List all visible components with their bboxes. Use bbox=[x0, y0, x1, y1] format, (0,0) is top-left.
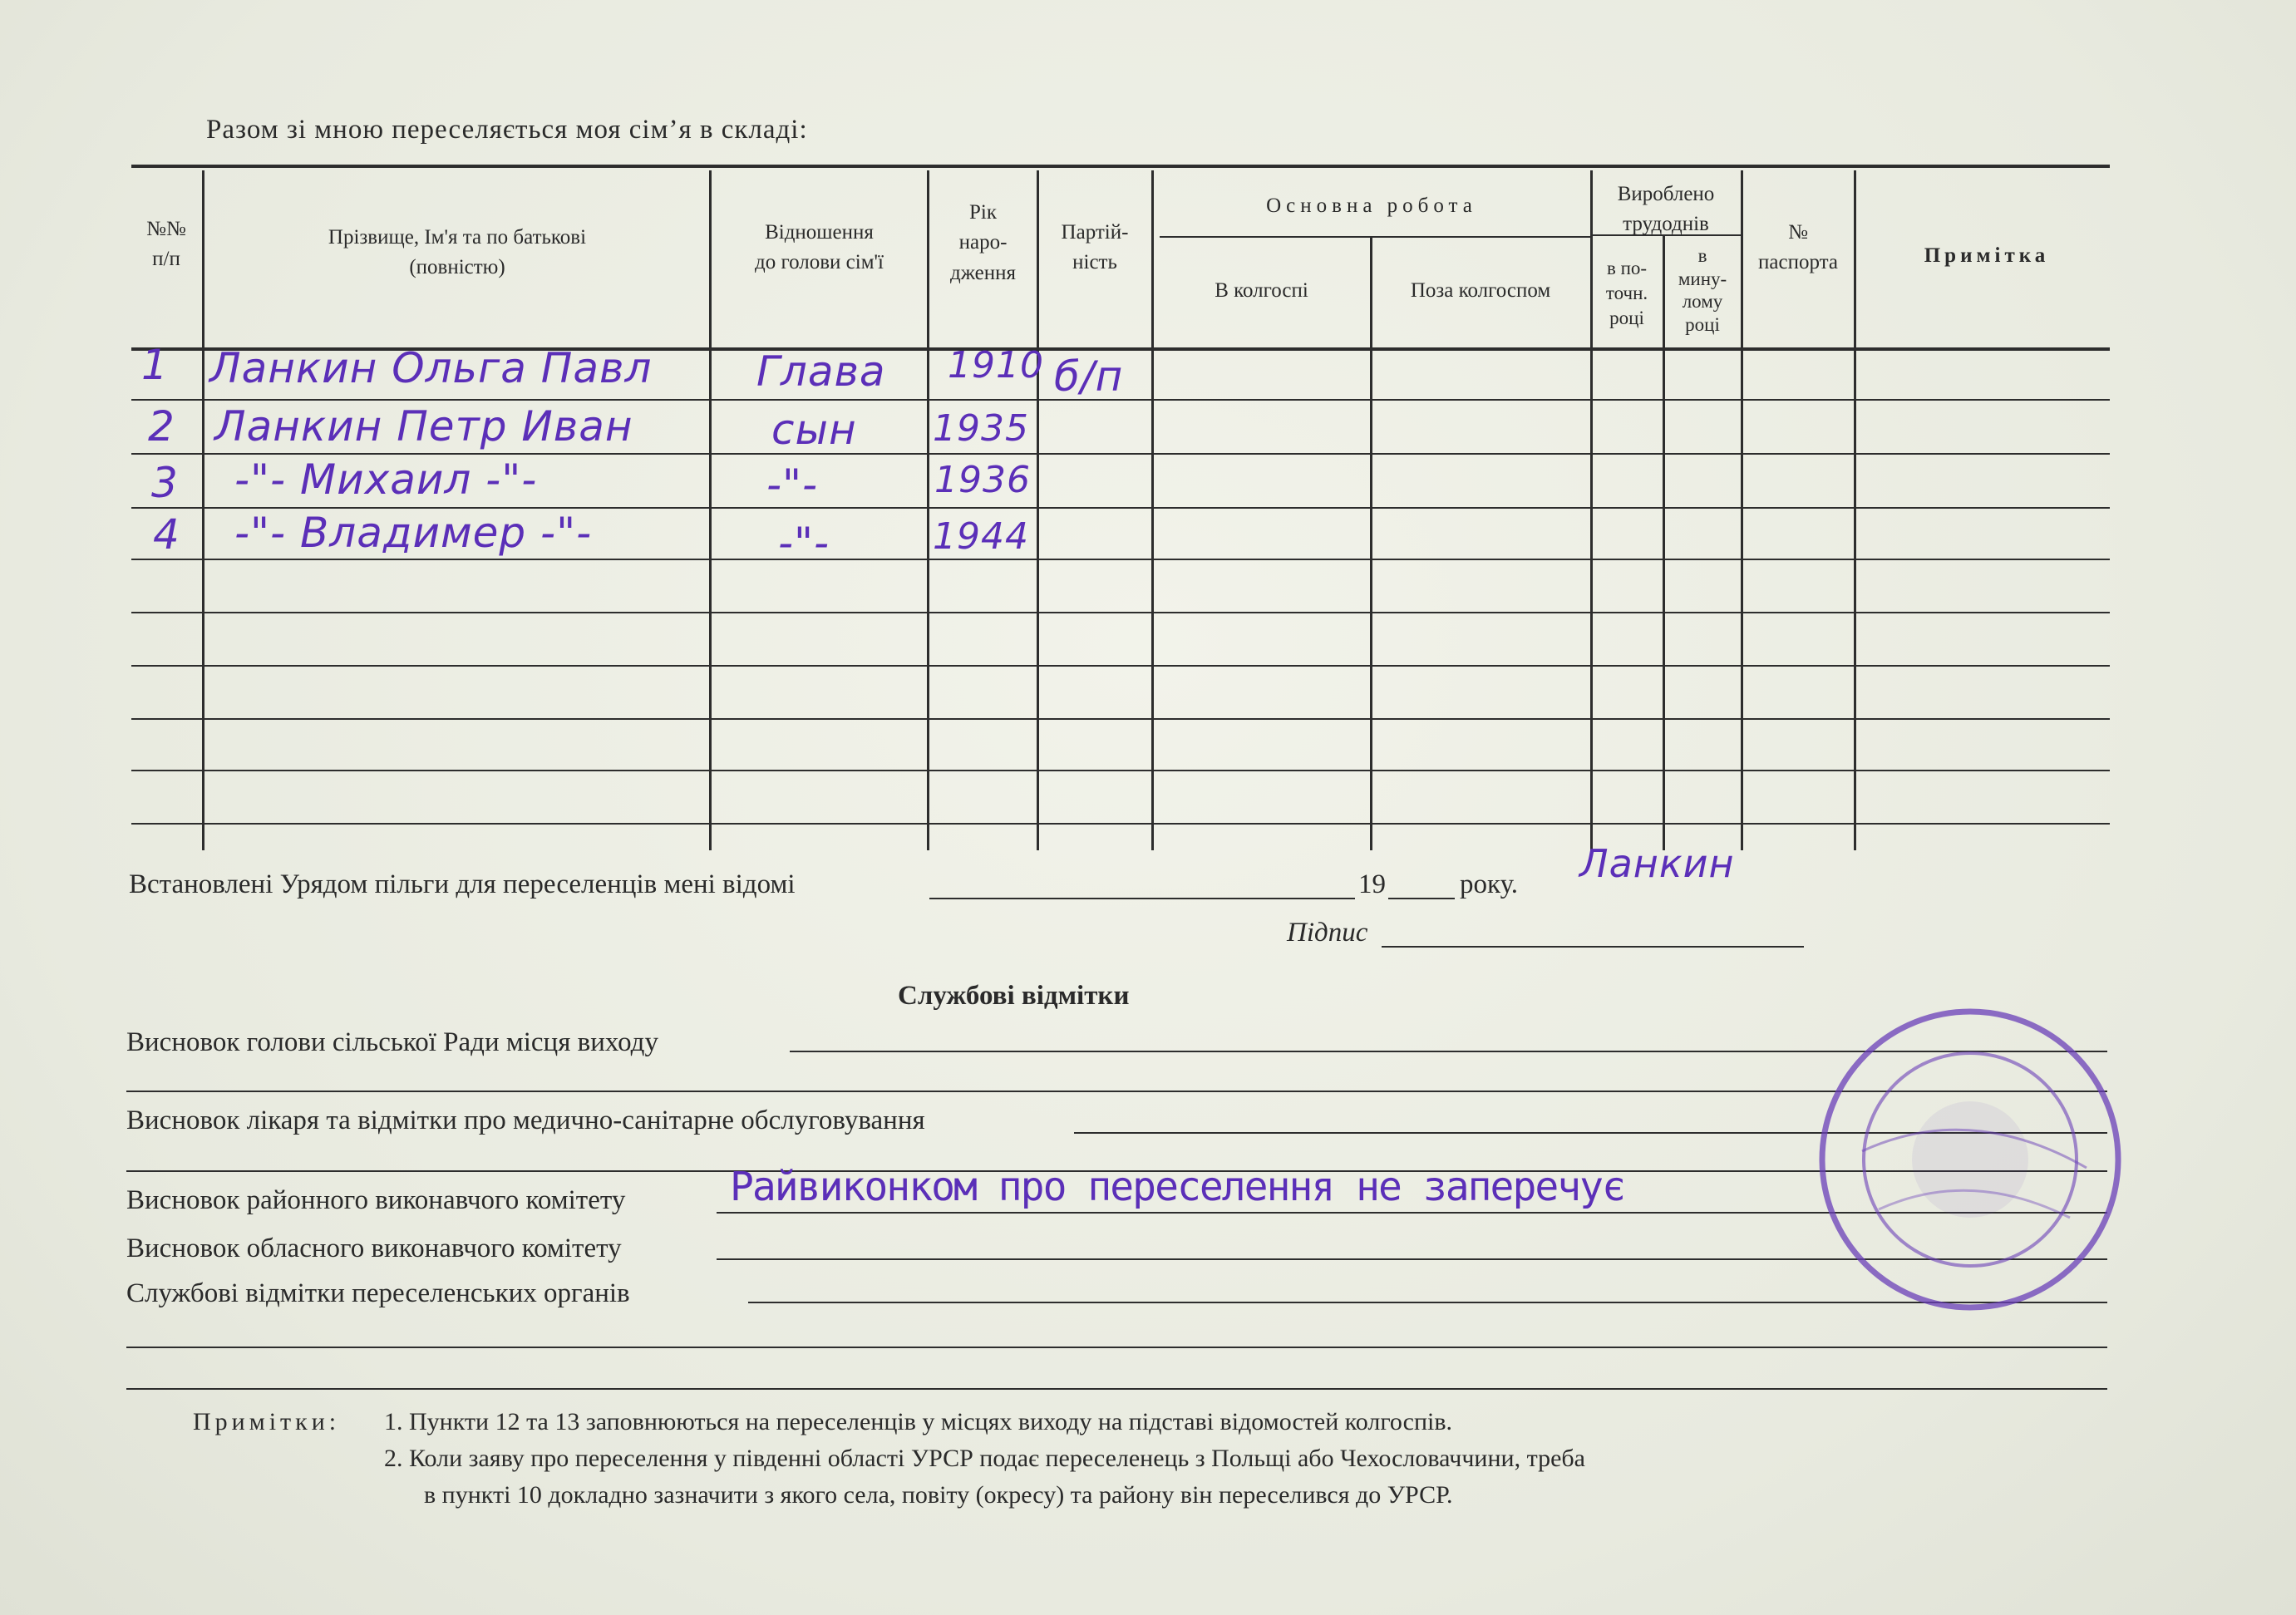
district-handwritten: Райвиконком про переселення не заперечує bbox=[730, 1164, 1624, 1210]
row-relation: сын bbox=[771, 406, 857, 454]
service-title: Службові відмітки bbox=[898, 981, 1130, 1011]
header-main-work: Основна робота bbox=[1266, 194, 1477, 217]
header-name: Прізвище, Ім'я та по батькові (повністю) bbox=[328, 226, 587, 279]
row-num: 4 bbox=[153, 510, 180, 559]
benefits-fill-line bbox=[929, 898, 1355, 899]
note-2a: 2. Коли заяву про переселення у південні області УРСР подає переселенець з Польщі або Чехословаччини, треба bbox=[384, 1445, 1585, 1472]
note-2b: в пункті 10 докладно зазначити з якого села, повіту (окресу) та району він переселився до УРСР. bbox=[424, 1481, 1453, 1509]
header-party: Партій- ність bbox=[1061, 221, 1129, 274]
benefits-year-line bbox=[1388, 898, 1455, 899]
table-top-rule bbox=[131, 165, 2110, 168]
organs-line-2 bbox=[126, 1347, 2107, 1348]
row-year: 1935 bbox=[933, 407, 1029, 450]
header-last-year: в мину- лому році bbox=[1678, 245, 1727, 335]
row-name: Ланкин Петр Иван bbox=[214, 402, 633, 451]
village-head-label: Висновок голови сільської Ради місця виходу bbox=[126, 1027, 658, 1057]
header-num: №№ п/п bbox=[146, 218, 186, 271]
notes-label: Примітки: bbox=[193, 1408, 341, 1435]
header-relation: Відношення до голови сім'ї bbox=[755, 221, 884, 274]
row-name: -"- Михаил -"- bbox=[234, 455, 538, 504]
benefits-text: Встановлені Урядом пільги для переселенців мені відомі bbox=[129, 869, 796, 899]
intro-text: Разом зі мною переселяється моя сім’я в складі: bbox=[206, 115, 808, 145]
organs-line-3 bbox=[126, 1388, 2107, 1390]
village-head-line-2 bbox=[126, 1091, 2107, 1092]
header-work-outside: Поза колгоспом bbox=[1410, 279, 1551, 302]
row-num: 2 bbox=[148, 402, 175, 451]
benefits-year-prefix: 19 bbox=[1358, 869, 1386, 899]
header-workdays: Вироблено трудоднів bbox=[1617, 183, 1715, 236]
official-stamp-seal bbox=[1812, 1002, 2128, 1317]
row-relation: Глава bbox=[756, 347, 886, 396]
header-current-year: в по- точн. році bbox=[1605, 258, 1648, 328]
row-name: -"- Владимер -"- bbox=[234, 509, 593, 557]
row-party: б/п bbox=[1054, 352, 1124, 401]
doctor-label: Висновок лікаря та відмітки про медично-санітарне обслуговування bbox=[126, 1105, 925, 1135]
note-1: 1. Пункти 12 та 13 заповнюються на переселенців у місцях виходу на підставі відомостей колгоспів. bbox=[384, 1408, 1453, 1435]
oblast-label: Висновок обласного виконавчого комітету bbox=[126, 1233, 622, 1263]
header-passport: № паспорта bbox=[1758, 221, 1838, 274]
row-year: 1910 bbox=[948, 344, 1044, 387]
header-work-kolhosp: В колгоспі bbox=[1215, 279, 1308, 302]
row-relation: -"- bbox=[766, 460, 819, 509]
row-relation: -"- bbox=[778, 519, 830, 567]
row-year: 1936 bbox=[934, 459, 1031, 501]
benefits-year-suffix: року. bbox=[1460, 869, 1519, 899]
row-num: 1 bbox=[141, 341, 169, 389]
work-sub-rule bbox=[1160, 236, 1592, 238]
row-num: 3 bbox=[151, 459, 179, 507]
district-label: Висновок районного виконавчого комітету bbox=[126, 1185, 626, 1215]
header-year: Рік наро- дження bbox=[949, 201, 1017, 284]
signature-line bbox=[1382, 946, 1804, 948]
row-name: Ланкин Ольга Павл bbox=[209, 344, 653, 392]
signature-handwritten: Ланкин bbox=[1579, 841, 1735, 886]
row-year: 1944 bbox=[933, 515, 1029, 558]
signature-label: Підпис bbox=[1287, 918, 1368, 948]
header-note: Примітка bbox=[1924, 244, 2050, 267]
organs-label: Службові відмітки переселенських органів bbox=[126, 1278, 630, 1308]
